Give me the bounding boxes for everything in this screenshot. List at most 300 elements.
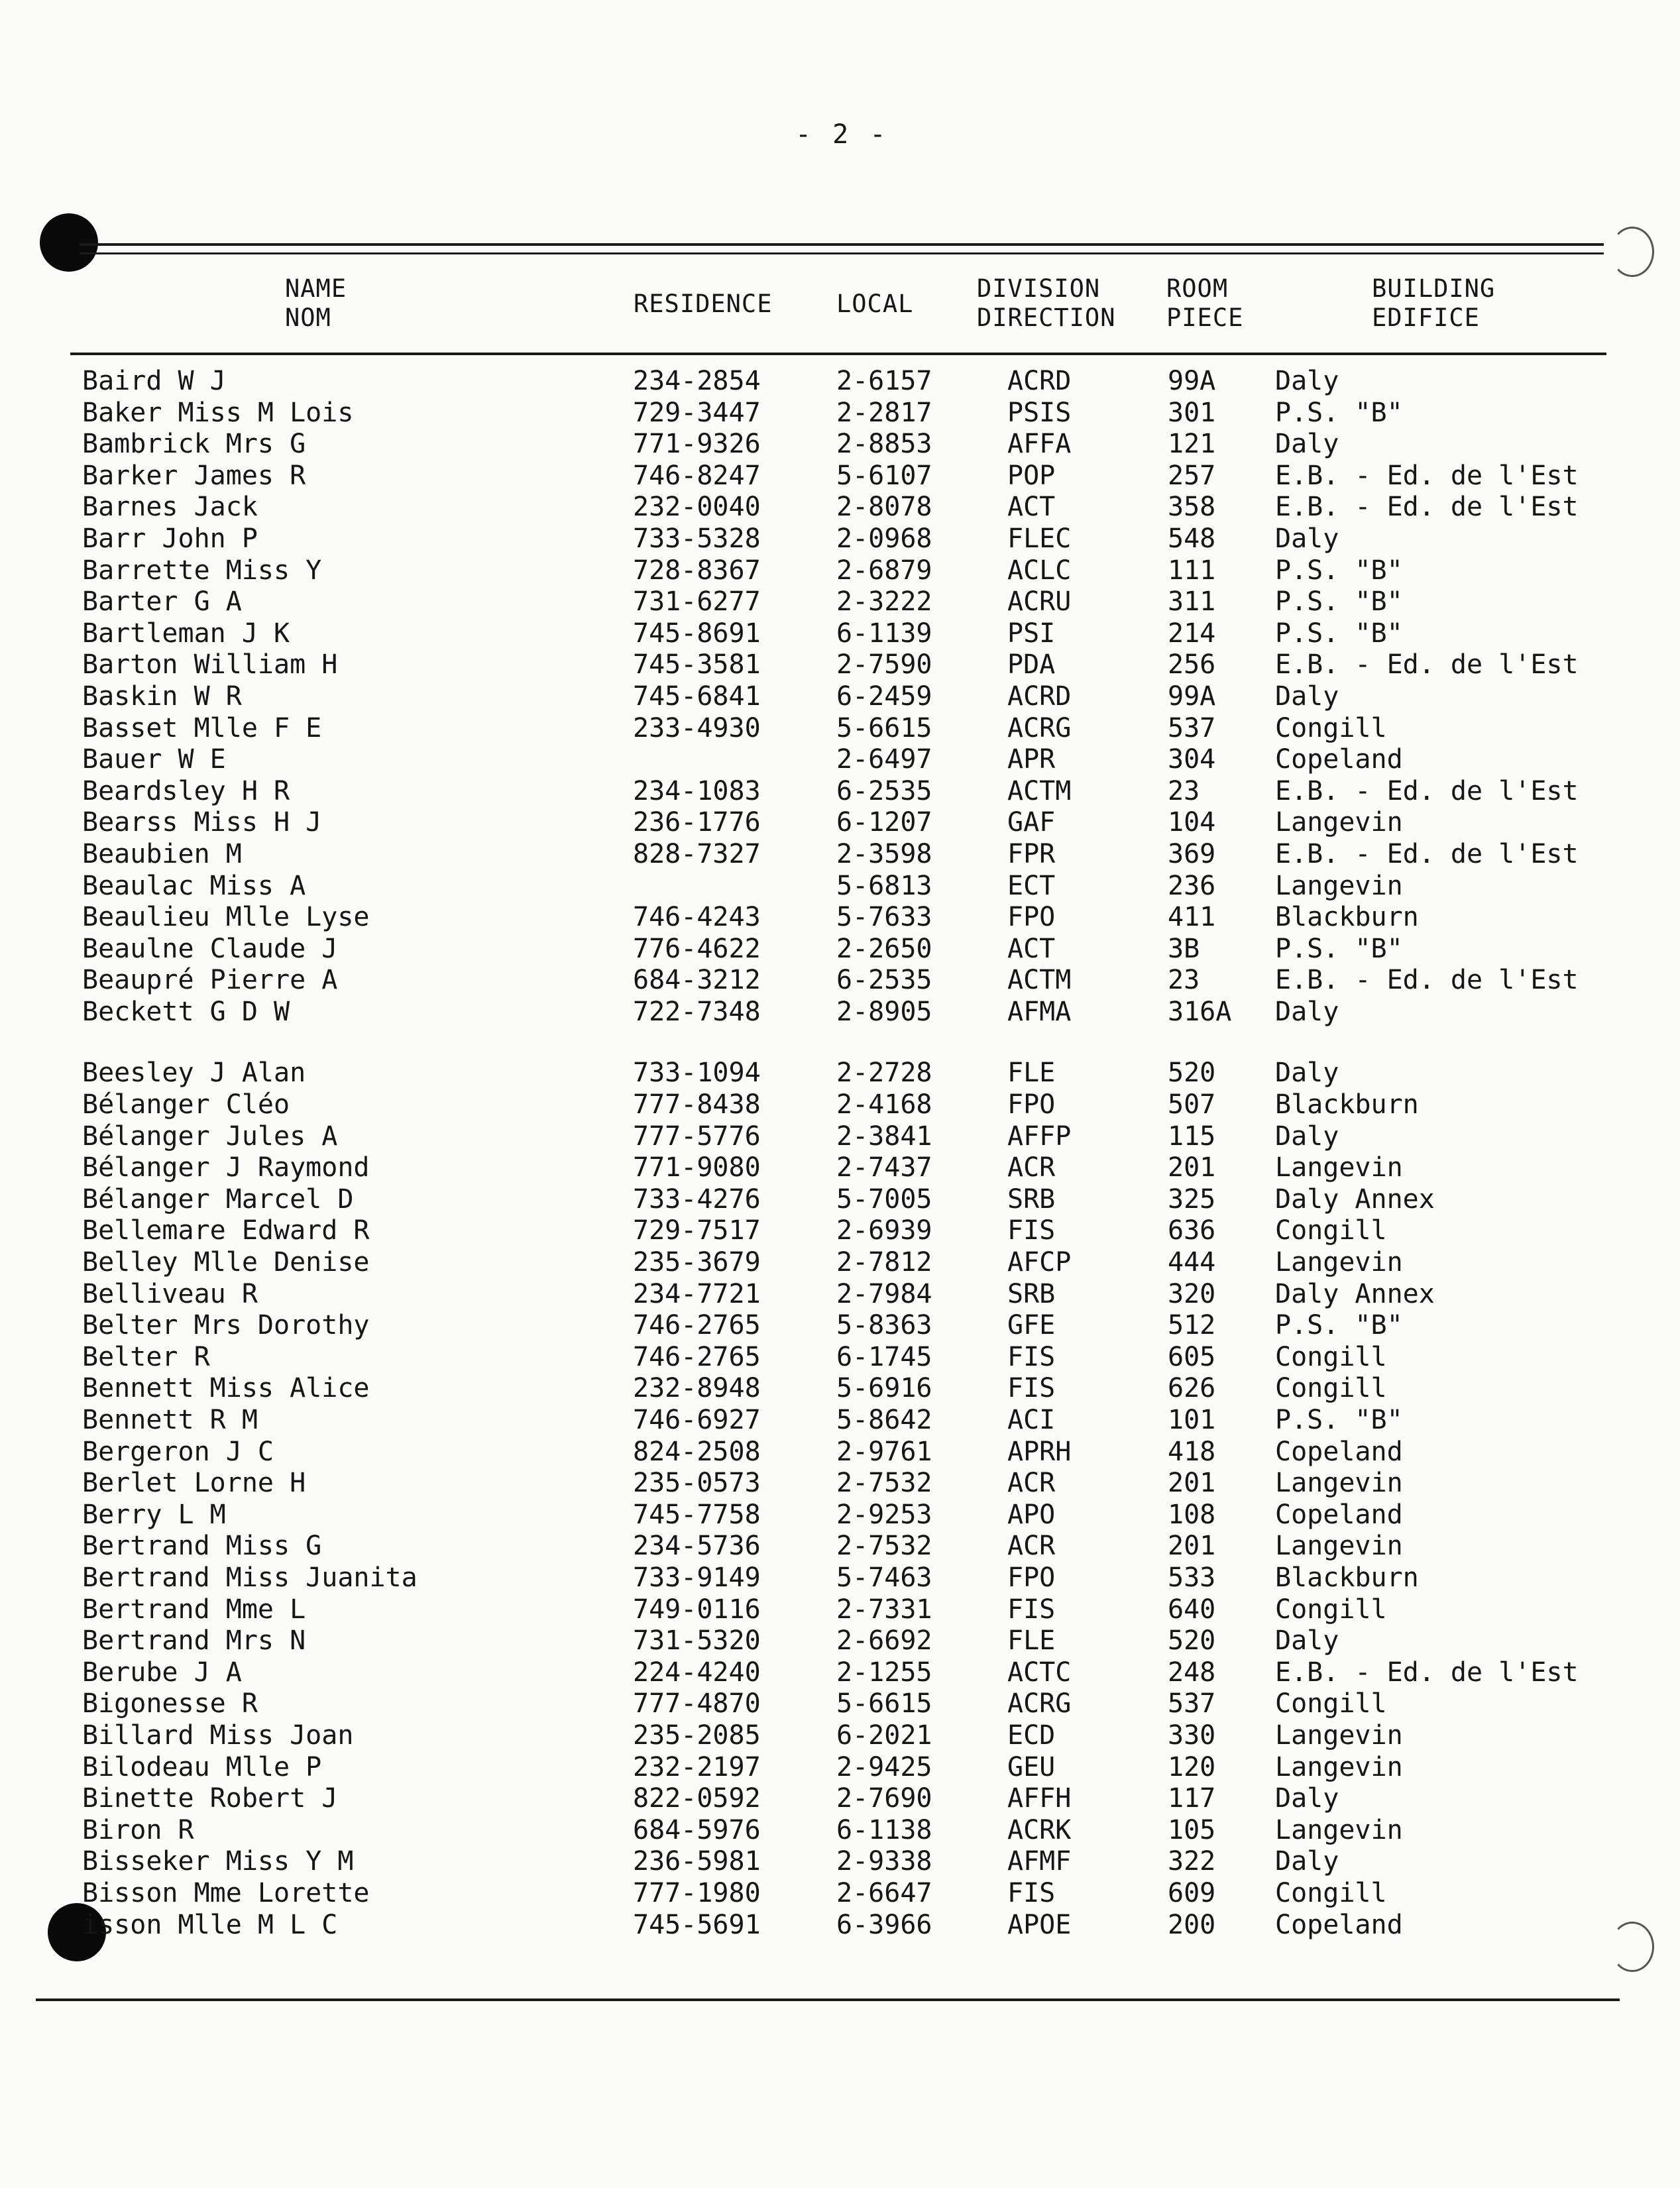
cell-residence: 684-5976	[633, 1814, 761, 1845]
cell-residence: 777-5776	[633, 1121, 761, 1152]
cell-name: Barter G A	[82, 586, 242, 618]
directory-row	[0, 1500, 1680, 1531]
cell-room: 507	[1168, 1089, 1216, 1121]
cell-room: 101	[1168, 1405, 1216, 1435]
cell-residence: 745-5691	[633, 1909, 761, 1940]
cell-building: E.B. - Ed. de l'Est	[1275, 775, 1579, 806]
cell-room: 330	[1168, 1720, 1216, 1751]
cell-local: 5-6107	[836, 460, 932, 491]
cell-name: Bertrand Miss Juanita	[82, 1562, 418, 1593]
cell-name: Berube J A	[82, 1657, 242, 1688]
directory-row	[0, 492, 1680, 523]
cell-name: Bambrick Mrs G	[82, 429, 306, 460]
directory-row	[0, 366, 1680, 398]
header-local: LOCAL	[836, 290, 914, 318]
directory-row	[0, 1089, 1680, 1121]
cell-division: FLE	[1007, 1058, 1056, 1089]
directory-row	[0, 1815, 1680, 1847]
cell-division: ACR	[1007, 1531, 1056, 1562]
cell-local: 2-7532	[836, 1468, 932, 1499]
cell-residence: 729-7517	[633, 1215, 761, 1246]
cell-local: 2-3841	[836, 1121, 932, 1152]
cell-residence: 234-1083	[633, 775, 761, 806]
cell-local: 5-6615	[836, 712, 932, 743]
directory-row	[0, 1657, 1680, 1689]
cell-local: 6-3966	[836, 1909, 932, 1940]
cell-division: ACRD	[1007, 366, 1072, 396]
header-building-fr: EDIFICE	[1372, 303, 1480, 332]
directory-row	[0, 1215, 1680, 1247]
cell-local: 6-1138	[836, 1814, 932, 1845]
cell-building: Langevin	[1275, 807, 1403, 838]
cell-division: APOE	[1007, 1909, 1072, 1940]
cell-residence: 745-7758	[633, 1499, 761, 1530]
directory-row	[0, 839, 1680, 871]
cell-room: 520	[1168, 1058, 1216, 1089]
cell-residence: 745-6841	[633, 681, 761, 712]
directory-row	[0, 523, 1680, 555]
cell-building: E.B. - Ed. de l'Est	[1275, 1657, 1579, 1688]
cell-residence: 729-3447	[633, 397, 761, 428]
top-double-rule-upper	[80, 243, 1604, 246]
cell-residence: 776-4622	[633, 933, 761, 964]
cell-room: 311	[1168, 586, 1216, 618]
cell-room: 369	[1168, 838, 1216, 869]
cell-name: isson Mlle M L C	[82, 1909, 338, 1940]
cell-residence: 236-5981	[633, 1846, 761, 1877]
cell-residence: 224-4240	[633, 1657, 761, 1688]
cell-name: Bennett Miss Alice	[82, 1373, 370, 1404]
header-underline-rule	[70, 353, 1606, 355]
cell-residence: 722-7348	[633, 996, 761, 1027]
cell-division: SRB	[1007, 1183, 1056, 1215]
header-division-en: DIVISION	[977, 274, 1101, 303]
cell-division: PSI	[1007, 618, 1056, 649]
cell-local: 2-6497	[836, 744, 932, 775]
cell-local: 5-6916	[836, 1373, 932, 1404]
cell-residence: 234-5736	[633, 1531, 761, 1562]
directory-row	[0, 1342, 1680, 1374]
cell-building: P.S. "B"	[1275, 1405, 1403, 1435]
cell-division: FPO	[1007, 902, 1056, 933]
cell-local: 2-2728	[836, 1058, 932, 1089]
header-name-fr: NOM	[285, 303, 331, 332]
cell-local: 2-7331	[836, 1594, 932, 1625]
directory-row	[0, 429, 1680, 461]
header-room-en: ROOM	[1166, 274, 1229, 303]
cell-local: 2-7690	[836, 1783, 932, 1814]
cell-room: 256	[1168, 649, 1216, 681]
column-header-local	[836, 290, 913, 319]
cell-residence: 232-0040	[633, 492, 761, 523]
cell-local: 2-9761	[836, 1436, 932, 1467]
cell-room: 609	[1168, 1877, 1216, 1908]
directory-listing	[0, 366, 1680, 1941]
cell-residence: 733-5328	[633, 523, 761, 554]
directory-row	[0, 997, 1680, 1028]
cell-residence: 828-7327	[633, 838, 761, 869]
cell-building: Langevin	[1275, 1720, 1403, 1751]
cell-building: P.S. "B"	[1275, 618, 1403, 649]
directory-row	[0, 1468, 1680, 1500]
cell-building: Daly	[1275, 523, 1339, 554]
top-double-rule-lower	[80, 252, 1604, 254]
cell-division: FIS	[1007, 1877, 1056, 1908]
cell-residence: 234-2854	[633, 366, 761, 396]
cell-local: 5-8363	[836, 1310, 932, 1341]
cell-name: Belley Mlle Denise	[82, 1247, 370, 1278]
cell-local: 2-8905	[836, 996, 932, 1027]
cell-room: 301	[1168, 397, 1216, 428]
cell-residence: 777-8438	[633, 1089, 761, 1121]
cell-residence: 746-4243	[633, 902, 761, 933]
cell-building: Daly	[1275, 1121, 1339, 1152]
cell-division: APO	[1007, 1499, 1056, 1530]
cell-name: Basset Mlle F E	[82, 712, 322, 743]
cell-division: ACI	[1007, 1405, 1056, 1435]
cell-division: AFMF	[1007, 1846, 1072, 1877]
cell-building: Langevin	[1275, 1531, 1403, 1562]
directory-row	[0, 398, 1680, 429]
cell-division: ACR	[1007, 1468, 1056, 1499]
directory-row	[0, 1121, 1680, 1153]
cell-local: 5-6615	[836, 1688, 932, 1720]
cell-division: AFMA	[1007, 996, 1072, 1027]
cell-building: P.S. "B"	[1275, 586, 1403, 618]
cell-division: GAF	[1007, 807, 1056, 838]
cell-name: Bertrand Mme L	[82, 1594, 306, 1625]
directory-row	[0, 1752, 1680, 1784]
cell-room: 99A	[1168, 681, 1216, 712]
cell-building: Blackburn	[1275, 902, 1419, 933]
cell-local: 6-1139	[836, 618, 932, 649]
cell-name: Baskin W R	[82, 681, 242, 712]
cell-name: Barr John P	[82, 523, 258, 554]
directory-row	[0, 1910, 1680, 1942]
cell-name: Bearss Miss H J	[82, 807, 322, 838]
binder-ring-mark-top	[1610, 227, 1654, 277]
header-room-fr: PIECE	[1166, 303, 1244, 332]
cell-residence: 733-4276	[633, 1183, 761, 1215]
cell-division: FPO	[1007, 1089, 1056, 1121]
cell-local: 2-6157	[836, 366, 932, 396]
directory-row	[0, 934, 1680, 965]
cell-name: Bartleman J K	[82, 618, 290, 649]
cell-residence: 232-2197	[633, 1751, 761, 1782]
cell-local: 6-2459	[836, 681, 932, 712]
cell-room: 3B	[1168, 933, 1200, 964]
cell-residence: 235-2085	[633, 1720, 761, 1751]
header-name-en: NAME	[285, 274, 347, 303]
cell-building: Langevin	[1275, 1468, 1403, 1499]
cell-division: GEU	[1007, 1751, 1056, 1782]
cell-building: Daly	[1275, 1625, 1339, 1657]
cell-building: Congill	[1275, 1373, 1387, 1404]
cell-local: 2-6879	[836, 555, 932, 586]
cell-name: Bertrand Mrs N	[82, 1625, 306, 1657]
column-header-room	[1166, 274, 1243, 333]
cell-name: Bennett R M	[82, 1405, 258, 1435]
directory-row	[0, 965, 1680, 997]
cell-local: 2-1255	[836, 1657, 932, 1688]
cell-building: P.S. "B"	[1275, 933, 1403, 964]
cell-building: Daly	[1275, 996, 1339, 1027]
cell-room: 548	[1168, 523, 1216, 554]
cell-room: 626	[1168, 1373, 1216, 1404]
cell-name: Billard Miss Joan	[82, 1720, 354, 1751]
cell-room: 533	[1168, 1562, 1216, 1593]
cell-name: Baird W J	[82, 366, 226, 396]
cell-name: Barrette Miss Y	[82, 555, 322, 586]
cell-division: FLE	[1007, 1625, 1056, 1657]
directory-row	[0, 618, 1680, 650]
cell-room: 111	[1168, 555, 1216, 586]
directory-row	[0, 1310, 1680, 1342]
directory-row	[0, 902, 1680, 934]
cell-division: ACT	[1007, 492, 1056, 523]
directory-row	[0, 1058, 1680, 1089]
column-header-building	[1372, 274, 1495, 333]
cell-local: 2-3598	[836, 838, 932, 869]
directory-row	[0, 713, 1680, 745]
cell-division: FIS	[1007, 1215, 1056, 1246]
cell-local: 2-6939	[836, 1215, 932, 1246]
cell-division: APR	[1007, 744, 1056, 775]
cell-room: 322	[1168, 1846, 1216, 1877]
cell-residence: 777-1980	[633, 1877, 761, 1908]
cell-room: 537	[1168, 1688, 1216, 1720]
cell-name: Beardsley H R	[82, 775, 290, 806]
cell-building: Daly Annex	[1275, 1278, 1435, 1309]
cell-residence: 746-6927	[633, 1405, 761, 1435]
cell-room: 115	[1168, 1121, 1216, 1152]
cell-room: 201	[1168, 1531, 1216, 1562]
cell-local: 2-7532	[836, 1531, 932, 1562]
page-number: - 2 -	[795, 119, 889, 150]
cell-building: Langevin	[1275, 1751, 1403, 1782]
cell-division: FPR	[1007, 838, 1056, 869]
cell-local: 2-7984	[836, 1278, 932, 1309]
cell-name: Beaulne Claude J	[82, 933, 338, 964]
directory-row	[0, 461, 1680, 492]
cell-local: 2-7437	[836, 1152, 932, 1183]
cell-building: Daly	[1275, 681, 1339, 712]
cell-division: ECT	[1007, 870, 1056, 901]
cell-building: E.B. - Ed. de l'Est	[1275, 838, 1579, 869]
cell-name: Biron R	[82, 1814, 194, 1845]
cell-local: 2-6647	[836, 1877, 932, 1908]
cell-local: 2-6692	[836, 1625, 932, 1657]
cell-building: Copeland	[1275, 1909, 1403, 1940]
cell-room: 236	[1168, 870, 1216, 901]
cell-room: 411	[1168, 902, 1216, 933]
cell-building: Daly	[1275, 1783, 1339, 1814]
cell-division: ACRG	[1007, 1688, 1072, 1720]
cell-room: 117	[1168, 1783, 1216, 1814]
cell-residence: 746-8247	[633, 460, 761, 491]
cell-room: 605	[1168, 1341, 1216, 1372]
cell-local: 6-2535	[836, 775, 932, 806]
cell-building: Daly	[1275, 429, 1339, 460]
cell-local: 5-7633	[836, 902, 932, 933]
cell-division: ACTM	[1007, 965, 1072, 996]
cell-name: Barnes Jack	[82, 492, 258, 523]
cell-name: Bellemare Edward R	[82, 1215, 370, 1246]
cell-name: Beesley J Alan	[82, 1058, 306, 1089]
cell-local: 2-9253	[836, 1499, 932, 1530]
cell-room: 248	[1168, 1657, 1216, 1688]
directory-row	[0, 1437, 1680, 1468]
cell-building: Congill	[1275, 712, 1387, 743]
header-residence: RESIDENCE	[634, 290, 773, 318]
column-header-residence	[634, 290, 772, 319]
cell-residence: 236-1776	[633, 807, 761, 838]
directory-row	[0, 1878, 1680, 1910]
cell-division: POP	[1007, 460, 1056, 491]
cell-room: 325	[1168, 1183, 1216, 1215]
cell-name: Bélanger Jules A	[82, 1121, 338, 1152]
cell-building: E.B. - Ed. de l'Est	[1275, 492, 1579, 523]
cell-local: 2-9425	[836, 1751, 932, 1782]
cell-division: FIS	[1007, 1341, 1056, 1372]
cell-local: 2-7590	[836, 649, 932, 681]
cell-residence: 749-0116	[633, 1594, 761, 1625]
cell-building: Copeland	[1275, 744, 1403, 775]
cell-room: 201	[1168, 1468, 1216, 1499]
directory-row	[0, 807, 1680, 839]
cell-residence: 733-1094	[633, 1058, 761, 1089]
cell-division: APRH	[1007, 1436, 1072, 1467]
cell-residence: 746-2765	[633, 1310, 761, 1341]
cell-local: 2-4168	[836, 1089, 932, 1121]
cell-building: P.S. "B"	[1275, 397, 1403, 428]
cell-name: Bisson Mme Lorette	[82, 1877, 370, 1908]
cell-room: 316A	[1168, 996, 1232, 1027]
cell-name: Bergeron J C	[82, 1436, 274, 1467]
cell-name: Belter Mrs Dorothy	[82, 1310, 370, 1341]
cell-division: FPO	[1007, 1562, 1056, 1593]
cell-building: Blackburn	[1275, 1562, 1419, 1593]
cell-residence: 771-9080	[633, 1152, 761, 1183]
cell-division: AFFA	[1007, 429, 1072, 460]
directory-row	[0, 1184, 1680, 1216]
cell-division: FLEC	[1007, 523, 1072, 554]
cell-local: 5-6813	[836, 870, 932, 901]
cell-name: Beaulac Miss A	[82, 870, 306, 901]
cell-building: Langevin	[1275, 1247, 1403, 1278]
cell-room: 201	[1168, 1152, 1216, 1183]
cell-room: 640	[1168, 1594, 1216, 1625]
cell-room: 520	[1168, 1625, 1216, 1657]
cell-name: Bélanger J Raymond	[82, 1152, 370, 1183]
cell-building: Congill	[1275, 1215, 1387, 1246]
cell-room: 512	[1168, 1310, 1216, 1341]
cell-room: 418	[1168, 1436, 1216, 1467]
cell-building: E.B. - Ed. de l'Est	[1275, 460, 1579, 491]
directory-row	[0, 1688, 1680, 1720]
cell-name: Berry L M	[82, 1499, 226, 1530]
cell-name: Bauer W E	[82, 744, 226, 775]
cell-building: Daly	[1275, 1846, 1339, 1877]
cell-name: Berlet Lorne H	[82, 1468, 306, 1499]
cell-division: ACLC	[1007, 555, 1072, 586]
cell-name: Bilodeau Mlle P	[82, 1751, 322, 1782]
cell-name: Barton William H	[82, 649, 338, 681]
cell-name: Belter R	[82, 1341, 210, 1372]
directory-row	[0, 1152, 1680, 1184]
directory-row	[0, 1846, 1680, 1878]
directory-row	[0, 1720, 1680, 1752]
directory-row	[0, 555, 1680, 587]
cell-building: Copeland	[1275, 1499, 1403, 1530]
cell-local: 6-1745	[836, 1341, 932, 1372]
cell-building: Langevin	[1275, 1814, 1403, 1845]
cell-residence: 733-9149	[633, 1562, 761, 1593]
cell-room: 121	[1168, 429, 1216, 460]
cell-local: 5-7005	[836, 1183, 932, 1215]
cell-building: Congill	[1275, 1877, 1387, 1908]
cell-division: PSIS	[1007, 397, 1072, 428]
cell-name: Bisseker Miss Y M	[82, 1846, 354, 1877]
cell-division: ACRG	[1007, 712, 1072, 743]
cell-division: FIS	[1007, 1373, 1056, 1404]
cell-residence: 777-4870	[633, 1688, 761, 1720]
cell-local: 2-8853	[836, 429, 932, 460]
cell-room: 358	[1168, 492, 1216, 523]
cell-residence: 731-5320	[633, 1625, 761, 1657]
cell-local: 2-2650	[836, 933, 932, 964]
column-header-division	[977, 274, 1115, 333]
cell-name: Bélanger Marcel D	[82, 1183, 354, 1215]
cell-building: Langevin	[1275, 1152, 1403, 1183]
cell-name: Bigonesse R	[82, 1688, 258, 1720]
cell-division: ACR	[1007, 1152, 1056, 1183]
cell-local: 6-2021	[836, 1720, 932, 1751]
cell-residence: 234-7721	[633, 1278, 761, 1309]
cell-division: ACRU	[1007, 586, 1072, 618]
cell-division: ACT	[1007, 933, 1056, 964]
cell-room: 636	[1168, 1215, 1216, 1246]
cell-room: 23	[1168, 965, 1200, 996]
cell-name: Beaupré Pierre A	[82, 965, 338, 996]
header-division-fr: DIRECTION	[977, 303, 1116, 332]
cell-residence: 746-2765	[633, 1341, 761, 1372]
cell-division: FIS	[1007, 1594, 1056, 1625]
cell-building: Daly	[1275, 1058, 1339, 1089]
cell-residence: 232-8948	[633, 1373, 761, 1404]
cell-building: Congill	[1275, 1688, 1387, 1720]
cell-building: Blackburn	[1275, 1089, 1419, 1121]
cell-residence: 731-6277	[633, 586, 761, 618]
cell-division: PDA	[1007, 649, 1056, 681]
cell-residence: 745-8691	[633, 618, 761, 649]
cell-division: AFFH	[1007, 1783, 1072, 1814]
cell-division: AFCP	[1007, 1247, 1072, 1278]
punch-hole-top	[40, 213, 98, 272]
cell-residence: 728-8367	[633, 555, 761, 586]
cell-room: 105	[1168, 1814, 1216, 1845]
directory-row	[0, 1562, 1680, 1594]
cell-local: 5-7463	[836, 1562, 932, 1593]
cell-local: 2-9338	[836, 1846, 932, 1877]
directory-row	[0, 1405, 1680, 1437]
cell-residence: 771-9326	[633, 429, 761, 460]
directory-row	[0, 1531, 1680, 1562]
cell-room: 200	[1168, 1909, 1216, 1940]
cell-room: 99A	[1168, 366, 1216, 396]
cell-building: P.S. "B"	[1275, 555, 1403, 586]
directory-row	[0, 1373, 1680, 1405]
